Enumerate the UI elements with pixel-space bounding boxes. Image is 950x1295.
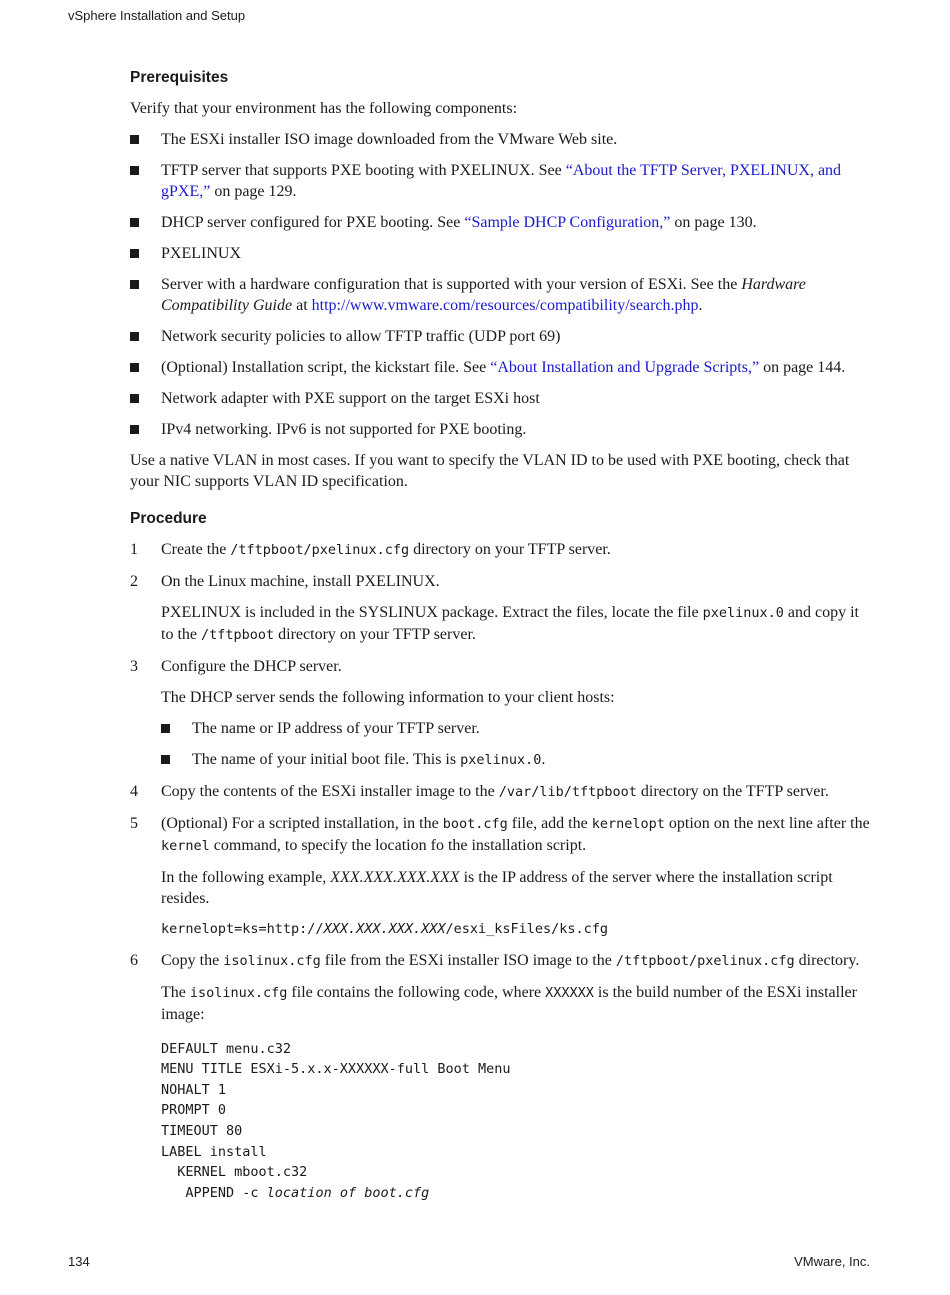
prereq-item: Server with a hardware configuration that is supported with your version of ESXi. See the Hardware Compatibility Guide at http://www.vmware.com/resources/compatibility/search.php.: [130, 274, 875, 316]
footer-company: VMware, Inc.: [794, 1254, 870, 1269]
prereq-item: The ESXi installer ISO image downloaded from the VMware Web site.: [130, 129, 875, 150]
step-number: 5: [130, 815, 138, 832]
prereq-item: IPv4 networking. IPv6 is not supported for PXE booting.: [130, 419, 875, 440]
link-sample-dhcp[interactable]: “Sample DHCP Configuration,”: [464, 214, 671, 231]
procedure-heading: Procedure: [130, 510, 207, 527]
code-line: TIMEOUT 80: [161, 1122, 243, 1139]
link-compatibility-guide[interactable]: http://www.vmware.com/resources/compatibility/search.php: [311, 297, 699, 314]
step-detail: PXELINUX is included in the SYSLINUX package. Extract the files, locate the file pxelinux.0 and copy it to the /tftpboot directory on your TFTP server.: [161, 604, 859, 643]
step-sub-item: The name of your initial boot file. This is pxelinux.0.: [130, 749, 875, 771]
prereq-intro: Verify that your environment has the following components:: [130, 100, 518, 117]
bullet-icon: [130, 394, 139, 403]
prereq-item: Network adapter with PXE support on the target ESXi host: [130, 388, 875, 409]
page-content: [130, 68, 875, 1203]
link-install-scripts[interactable]: “About Installation and Upgrade Scripts,”: [490, 359, 760, 376]
vlan-note: Use a native VLAN in most cases. If you want to specify the VLAN ID to be used with PXE booting, check that your NIC supports VLAN ID specification.: [130, 452, 850, 490]
prereq-item: DHCP server configured for PXE booting. See “Sample DHCP Configuration,” on page 130.: [130, 212, 875, 233]
procedure-step: 3 Configure the DHCP server.: [130, 658, 342, 675]
step-number: 3: [130, 658, 138, 675]
procedure-step: 5 (Optional) For a scripted installation, in the boot.cfg file, add the kernelopt option on the next line after the kernel command, to specify the location fo the installation script.: [130, 815, 870, 854]
prereq-item: PXELINUX: [130, 243, 875, 264]
procedure-step: 1 Create the /tftpboot/pxelinux.cfg directory on your TFTP server.: [130, 541, 611, 558]
code-line: MENU TITLE ESXi-5.x.x-XXXXXX-full Boot Menu: [161, 1061, 511, 1078]
code-line: APPEND -c location of boot.cfg: [161, 1184, 430, 1201]
step-number: 6: [130, 951, 138, 969]
code-line: LABEL install: [161, 1143, 267, 1160]
step-detail: In the following example, XXX.XXX.XXX.XXX is the IP address of the server where the installation script resides.: [161, 869, 833, 907]
bullet-icon: [130, 166, 139, 175]
bullet-icon: [130, 425, 139, 434]
bullet-icon: [130, 249, 139, 258]
step-detail: The isolinux.cfg file contains the following code, where XXXXXX is the build number of the ESXi installer image:: [161, 983, 857, 1023]
bullet-icon: [130, 363, 139, 372]
bullet-icon: [130, 332, 139, 341]
isolinux-code-block: [130, 1039, 875, 1204]
bullet-icon: [161, 755, 170, 764]
procedure-step: 6 Copy the isolinux.cfg file from the ESXi installer ISO image to the /tftpboot/pxelinux.cfg directory.: [130, 951, 860, 969]
prereq-item: Network security policies to allow TFTP traffic (UDP port 69): [130, 326, 875, 347]
prereq-item: TFTP server that supports PXE booting with PXELINUX. See “About the TFTP Server, PXELINUX, and gPXE,” on page 129.: [130, 160, 875, 202]
bullet-icon: [130, 135, 139, 144]
prerequisites-heading: Prerequisites: [130, 69, 229, 86]
bullet-icon: [161, 724, 170, 733]
bullet-icon: [130, 280, 139, 289]
step-number: 4: [130, 783, 138, 800]
kernelopt-code: kernelopt=ks=http://XXX.XXX.XXX.XXX/esxi_ksFiles/ks.cfg: [161, 921, 609, 937]
prereq-item: (Optional) Installation script, the kickstart file. See “About Installation and Upgrade Scripts,” on page 144.: [130, 357, 875, 378]
procedure-step: 2 On the Linux machine, install PXELINUX.: [130, 573, 440, 590]
link-tftp-server[interactable]: “About the TFTP Server, PXELINUX, and gPXE,”: [161, 162, 842, 200]
code-line: NOHALT 1: [161, 1081, 227, 1098]
code-line: PROMPT 0: [161, 1102, 227, 1119]
procedure-step: 4 Copy the contents of the ESXi installer image to the /var/lib/tftpboot directory on the TFTP server.: [130, 783, 829, 800]
code-line: KERNEL mboot.c32: [161, 1164, 308, 1181]
step-sub-item: The name or IP address of your TFTP server.: [130, 718, 875, 739]
page-number: 134: [68, 1254, 90, 1269]
bullet-icon: [130, 218, 139, 227]
step-number: 1: [130, 541, 138, 558]
step-detail: The DHCP server sends the following information to your client hosts:: [161, 689, 615, 706]
step-number: 2: [130, 573, 138, 590]
code-line: DEFAULT menu.c32: [161, 1040, 292, 1057]
running-header: vSphere Installation and Setup: [68, 8, 246, 23]
